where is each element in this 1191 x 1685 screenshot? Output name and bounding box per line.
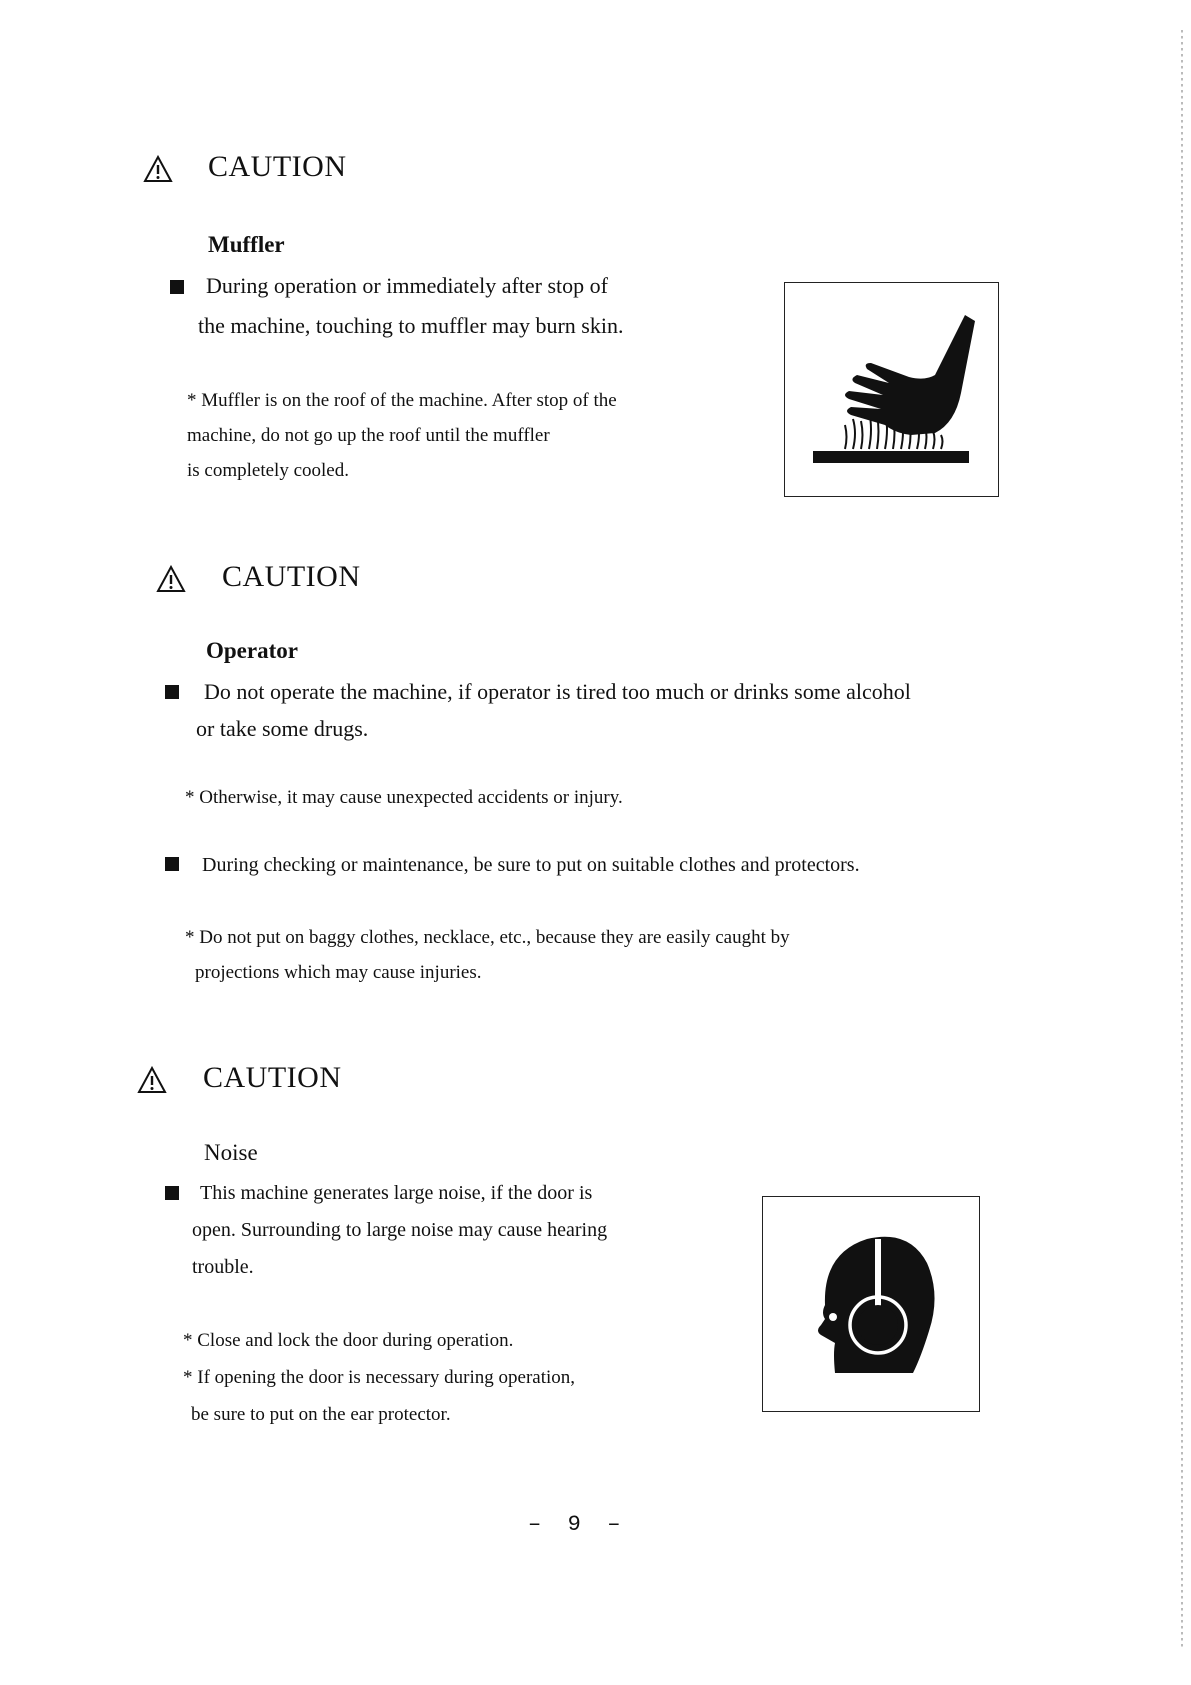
bullet-text-continued [198,308,623,344]
subheading-noise: Noise [204,1140,258,1165]
bullet-text [200,1175,592,1212]
bullet-square [165,1186,179,1200]
note-line: * Close and lock the door during operation. [183,1330,514,1351]
note-line: * Do not put on baggy clothes, necklace, etc., because they are easily caught by [185,927,790,948]
note-line: machine, do not go up the roof until the muffler [187,425,550,446]
warning-triangle-icon [137,1066,167,1094]
subheading-operator: Operator [206,638,298,663]
caution-heading: CAUTION [208,150,347,183]
warning-triangle-icon [143,155,173,183]
ear-protection-pictogram [762,1196,980,1412]
note-line: * Otherwise, it may cause unexpected accidents or injury. [185,787,623,808]
bullet-text [202,848,860,883]
note-line: is completely cooled. [187,460,349,481]
note-line: * If opening the door is necessary during operation, [183,1367,576,1388]
bullet-line: During operation or immediately after stop of [206,273,608,298]
bullet-text-continued [192,1212,607,1286]
caution-heading: CAUTION [203,1061,342,1094]
bullet-line: During checking or maintenance, be sure to put on suitable clothes and protectors. [202,854,860,876]
bullet-square [165,857,179,871]
note-line: be sure to put on the ear protector. [191,1404,451,1425]
bullet-text [204,674,911,710]
subheading-muffler: Muffler [208,232,285,257]
note-line: * Muffler is on the roof of the machine. After stop of the [187,390,617,411]
bullet-text-continued [196,711,368,747]
warning-triangle-icon [156,565,186,593]
hot-surface-pictogram [784,282,999,497]
bullet-line: trouble. [192,1256,254,1278]
ear-protection-icon [763,1197,979,1411]
bullet-line: open. Surrounding to large noise may cause hearing [192,1219,608,1241]
bullet-line: This machine generates large noise, if the door is [200,1182,593,1204]
caution-heading: CAUTION [222,560,361,593]
page-number: – 9 – [528,1512,621,1537]
bullet-square [170,280,184,294]
bullet-line: Do not operate the machine, if operator is tired too much or drinks some alcohol [204,679,911,704]
bullet-square [165,685,179,699]
scan-edge-artifact [1181,30,1183,1650]
note-text [185,920,790,990]
bullet-text [206,268,608,304]
bullet-line: the machine, touching to muffler may burn skin. [198,313,624,338]
bullet-line: or take some drugs. [196,716,369,741]
hot-surface-icon [785,283,998,496]
note-text [187,383,617,488]
note-text [185,780,623,815]
note-text [183,1322,575,1433]
note-line: projections which may cause injuries. [195,962,482,983]
